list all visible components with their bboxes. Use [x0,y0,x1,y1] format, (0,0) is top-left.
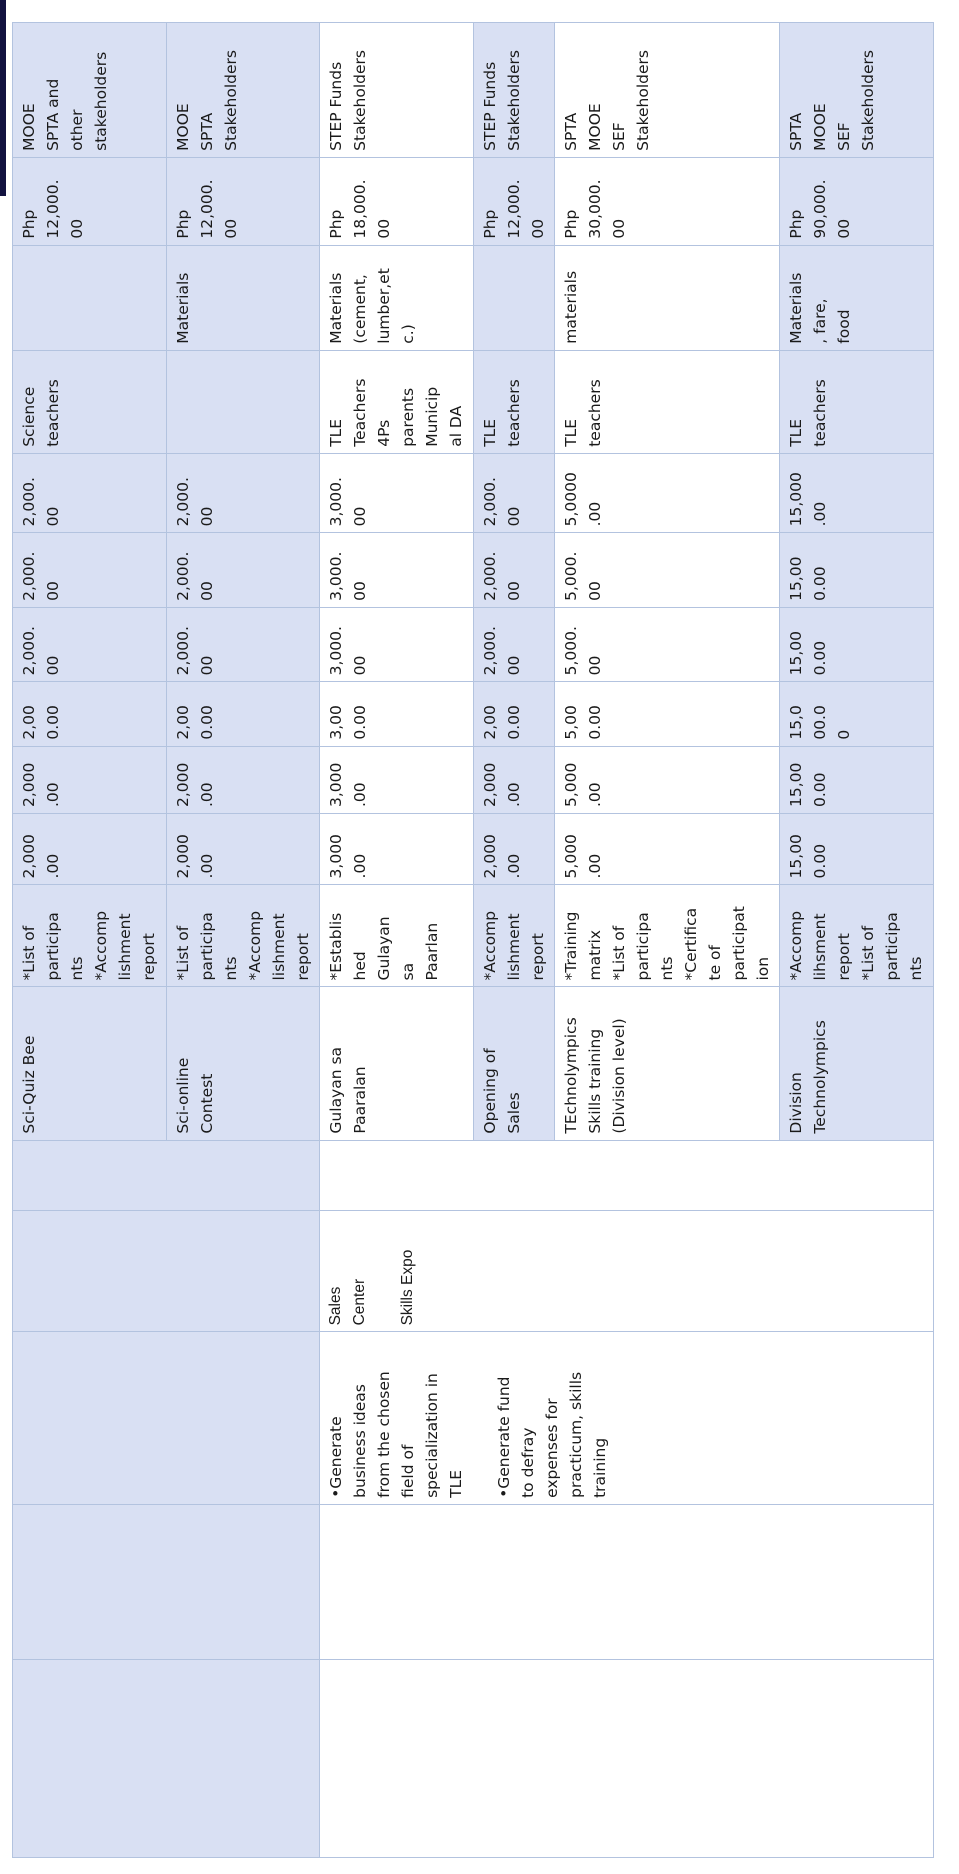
cell-text-line: Sales [504,1092,523,1134]
cell-text-line: teachers [504,379,523,447]
cell-text-line: *Accomp [787,910,806,981]
cell-text-line: .00 [197,782,216,808]
quarter-cell [473,814,554,885]
cell-text-line: lishment [504,913,523,981]
cell-text-line: 00 [44,655,62,676]
cell-text-line: 2,000 [480,834,499,879]
cell-text-line: 2,000. [20,477,38,527]
cell-text-line: 3,000. [327,477,345,527]
cell-text-line: SEF [835,122,854,151]
cell-text-line: 2,000 [20,762,38,808]
table-cell [13,1660,320,1858]
cell-text-line: 15,00 [787,631,806,676]
quarter-cell [166,814,320,885]
cell-text-line: participa [883,912,902,981]
cell-text-line: stakeholders [92,51,110,151]
quarter-cell [320,746,474,813]
cell-text-line: field of [399,1444,417,1498]
quarter-cell [320,814,474,885]
cell-text-line: .00 [585,782,604,808]
cell-text-line: Paaralan [351,1066,369,1134]
cell-text-line: *Accomp [245,910,264,981]
mov-cell [320,885,474,987]
quarter-cell [166,746,320,813]
cell-text-line: Stakeholders [504,50,523,151]
persons-involved-cell [554,350,780,453]
cell-text-line: Gulayan sa [327,1046,345,1134]
cell-text-line: to defray [519,1427,537,1498]
cell-text-line: 0.00 [811,772,830,808]
fund-source-cell [13,23,167,158]
cell-text-line: *List of [173,925,192,981]
cell-text-line: 2,000. [173,626,192,676]
cell-text-line: Stakeholders [351,50,369,151]
cell-text-line: 12,000. [504,179,523,239]
quarter-cell [554,453,780,533]
resources-cell [320,245,474,350]
cell-text-line: 2,000 [173,834,192,879]
cell-text-line: specialization in [423,1373,441,1498]
quarter-cell [13,814,167,885]
quarter-cell [473,746,554,813]
cell-text-line: materials [561,270,580,344]
cell-text-line: .00 [44,782,62,808]
cell-text-line: ion [753,956,772,981]
cell-text-line: STEP Funds [480,61,499,151]
cell-text-line: 15,0 [787,705,806,740]
cell-text-line: 5,000 [561,834,580,879]
resources-cell [166,245,320,350]
cell-text-line: MOOE [811,103,830,151]
persons-involved-cell [780,350,934,453]
quarter-cell [320,453,474,533]
cell-text-line: Center [351,1278,368,1326]
cell-text-line: 00 [609,218,628,239]
quarter-cell [554,814,780,885]
cell-text-line: 00 [44,581,62,601]
cell-text-line [468,1338,492,1497]
cell-text-line: al DA [447,405,465,447]
quarter-cell [320,607,474,682]
cell-text-line: .00 [197,853,216,879]
table-cell [320,1140,934,1210]
cell-text-line: Sci-online [173,1057,192,1134]
quarter-cell [166,453,320,533]
cell-text-line: 00 [351,655,369,676]
cell-text-line [372,1217,396,1325]
cell-text-line: 00 [221,218,240,239]
cell-text-line: .00 [585,501,604,527]
quarter-cell [554,607,780,682]
cell-text-line: 2,00 [173,705,192,740]
cell-text-line: 90,000. [811,179,830,239]
cell-text-line: lihsment [811,913,830,981]
cell-text-line: *List of [609,925,628,981]
rotated-table-container [12,22,934,1858]
cell-text-line: nts [907,956,926,981]
resources-cell [554,245,780,350]
cell-text-line: 2,000 [480,762,499,808]
cell-text-line: 3,000. [327,551,345,601]
cell-text-line: 18,000. [351,179,369,239]
cell-text-line: Technolympics [811,1020,830,1134]
cell-text-line: lishment [116,913,134,981]
cell-text-line: SPTA [561,112,580,151]
cell-text-line: .00 [811,501,830,527]
quarter-cell [780,453,934,533]
cell-text-line: *Accomp [480,910,499,981]
persons-involved-cell [13,350,167,453]
cell-text-line: expenses for [543,1398,561,1498]
table-cell [13,1140,320,1210]
cell-text-line: .00 [351,782,369,808]
cell-text-line: nts [68,956,86,981]
cell-text-line: Skills training [585,1028,604,1134]
cell-text-line: other [68,109,86,151]
cell-text-line: c.) [399,324,417,344]
quarter-cell [780,607,934,682]
quarter-cell [13,453,167,533]
cell-text-line: *Establis [327,912,345,981]
quarter-cell [780,746,934,813]
cell-text-line: 2,000. [173,477,192,527]
cell-text-line: 3,000 [327,834,345,879]
cell-text-line: matrix [585,929,604,981]
cell-text-line: Php [480,209,499,239]
cell-text-line: report [528,933,547,981]
cell-text-line: 0.00 [585,705,604,740]
cell-text-line: Gulayan [375,916,393,981]
quarter-cell [473,682,554,746]
quarter-cell [13,607,167,682]
cell-text-line: STEP Funds [327,61,345,151]
cell-text-line: 0.00 [811,640,830,676]
cell-text-line: 3,00 [327,705,345,740]
cell-text-line: 15,00 [787,834,806,879]
cell-text-line: 0.00 [811,843,830,879]
cell-text-line: practicum, skills [567,1371,585,1498]
cell-text-line: 15,000 [787,472,806,527]
table-cell [320,1504,934,1659]
cell-text-line: parents [399,387,417,447]
cell-text-line: participa [197,912,216,981]
quarter-cell [780,682,934,746]
cell-text-line: 00 [835,218,854,239]
cell-text-line: SPTA and [44,78,62,151]
mov-cell [473,885,554,987]
cell-text-line: Contest [197,1073,216,1134]
cell-text-line: MOOE [585,103,604,151]
persons-involved-cell [320,350,474,453]
cell-text-line: 5,0000 [561,472,580,527]
quarter-cell [166,682,320,746]
persons-involved-cell [473,350,554,453]
cell-text-line: 00.0 [811,705,830,740]
cell-text-line: lishment [269,913,288,981]
cell-text-line: Paarlan [423,922,441,981]
amount-cell [166,157,320,245]
cell-text-line: Stakeholders [859,50,878,151]
fund-source-cell [320,23,474,158]
cell-text-line: 00 [351,506,369,527]
cell-text-line: (Division level) [609,1018,628,1134]
cell-text-line: teachers [811,379,830,447]
cell-text-line: •Generate fund [495,1376,513,1498]
cell-text-line: *Training [561,911,580,981]
cell-text-line: 2,000. [480,551,499,601]
cell-text-line: 30,000. [585,179,604,239]
cell-text-line: MOOE [173,103,192,151]
cell-text-line: Php [327,209,345,239]
cell-text-line: 0 [835,729,854,740]
cell-text-line: 00 [68,218,86,239]
cell-text-line: participat [729,906,748,981]
activity-cell [13,987,167,1140]
cell-text-line: Teachers [351,378,369,447]
quarter-cell [13,746,167,813]
cell-text-line: 0.00 [44,705,62,740]
mov-cell [166,885,320,987]
cell-text-line: Php [173,209,192,239]
fund-source-cell [473,23,554,158]
cell-text-line: *Accomp [92,910,110,981]
quarter-cell [780,533,934,608]
cell-text-line: 0.00 [351,705,369,740]
amount-cell [780,157,934,245]
cell-text-line: 00 [197,506,216,527]
table-cell [13,1332,320,1504]
cell-text-line: .00 [44,853,62,879]
cell-text-line: 0.00 [504,705,523,740]
table-row [13,23,167,1858]
activity-cell [166,987,320,1140]
cell-text-line: from the chosen [375,1371,393,1498]
cell-text-line: 3,000. [327,626,345,676]
cell-text-line: SPTA [197,112,216,151]
table-cell [13,1210,320,1331]
cell-text-line: business ideas [351,1384,369,1498]
cell-text-line: 5,000. [561,626,580,676]
cell-text-line: report [835,933,854,981]
quarter-cell [554,746,780,813]
cell-text-line: 00 [44,506,62,527]
cell-text-line: 00 [585,655,604,676]
cell-text-line: Municip [423,386,441,447]
quarter-cell [166,533,320,608]
cell-text-line: Division [787,1072,806,1134]
amount-cell [320,157,474,245]
cell-text-line: 3,000 [327,762,345,808]
cell-text-line: .00 [504,853,523,879]
cell-text-line: 2,000 [173,762,192,808]
cell-text-line: 0.00 [811,566,830,601]
quarter-cell [13,533,167,608]
persons-involved-cell [166,350,320,453]
quarter-cell [320,682,474,746]
cell-text-line: 2,00 [20,705,38,740]
quarter-cell [473,453,554,533]
mov-cell [13,885,167,987]
cell-text-line: Materials [787,272,806,344]
cell-text-line: 12,000. [197,179,216,239]
quarter-cell [554,682,780,746]
cell-text-line: MOOE [20,103,38,151]
amount-cell [554,157,780,245]
cell-text-line: •Generate [327,1416,345,1498]
cell-text-line: teachers [44,379,62,447]
cell-text-line: Stakeholders [221,50,240,151]
cell-text-line: 00 [504,581,523,601]
cell-text-line: 00 [504,506,523,527]
cell-text-line: 2,000 [20,834,38,879]
quarter-cell [554,533,780,608]
cell-text-line: 2,000. [480,477,499,527]
cell-text-line: , fare, [811,298,830,344]
cell-text-line: nts [221,956,240,981]
cell-text-line: 15,00 [787,556,806,601]
page-edge-marker [0,0,6,196]
cell-text-line: TLE [561,418,580,447]
quarter-cell [320,533,474,608]
cell-text-line: report [293,933,312,981]
cell-text-line: 00 [528,218,547,239]
fund-source-cell [166,23,320,158]
objectives-cell [320,1332,934,1504]
programs-cell [320,1210,934,1331]
cell-text-line: 00 [197,655,216,676]
cell-text-line: 15,00 [787,762,806,808]
quarter-cell [473,607,554,682]
quarter-cell [473,533,554,608]
cell-text-line: TLE [787,418,806,447]
cell-text-line: Stakeholders [633,50,652,151]
cell-text-line: 0.00 [197,705,216,740]
cell-text-line: TEchnolympics [561,1017,580,1134]
cell-text-line: Php [20,209,38,239]
cell-text-line: *List of [859,925,878,981]
cell-text-line: *Certifica [681,907,700,981]
cell-text-line: participa [44,912,62,981]
cell-text-line: food [835,309,854,344]
cell-text-line: 2,000. [480,626,499,676]
cell-text-line: SEF [609,122,628,151]
activity-cell [473,987,554,1140]
cell-text-line: TLE [447,1469,465,1498]
table-cell [13,1504,320,1659]
cell-text-line: lumber,et [375,268,393,344]
cell-text-line: participa [633,912,652,981]
quarter-cell [13,682,167,746]
cell-text-line: 2,000. [20,626,38,676]
cell-text-line: 00 [197,581,216,601]
table-cell [320,1660,934,1858]
mov-cell [780,885,934,987]
cell-text-line: 00 [351,581,369,601]
cell-text-line: Php [787,209,806,239]
cell-text-line: 12,000. [44,179,62,239]
cell-text-line: 2,000. [20,551,38,601]
resources-cell [780,245,934,350]
cell-text-line: TLE [327,418,345,447]
cell-text-line: 4Ps [375,419,393,447]
resources-cell [473,245,554,350]
resources-cell [13,245,167,350]
cell-text-line: report [140,933,158,981]
cell-text-line: SPTA [787,112,806,151]
cell-text-line: teachers [585,379,604,447]
cell-text-line: 5,00 [561,705,580,740]
cell-text-line: Sales [327,1286,344,1326]
quarter-cell [166,607,320,682]
cell-text-line: .00 [351,853,369,879]
amount-cell [13,157,167,245]
cell-text-line: *List of [20,925,38,981]
activity-cell [780,987,934,1140]
fund-source-cell [554,23,780,158]
cell-text-line: training [591,1437,609,1498]
cell-text-line: Materials [327,272,345,344]
cell-text-line: te of [705,945,724,981]
cell-text-line: 00 [375,218,393,239]
fund-source-cell [780,23,934,158]
activity-cell [320,987,474,1140]
cell-text-line: Science [20,386,38,447]
cell-text-line: Sci-Quiz Bee [20,1035,38,1134]
activity-cell [554,987,780,1140]
cell-text-line: TLE [480,418,499,447]
cell-text-line: Php [561,209,580,239]
cell-text-line: Skills Expo [399,1249,416,1326]
mov-cell [554,885,780,987]
table-row [320,23,474,1858]
action-plan-table [12,22,934,1858]
cell-text-line: .00 [504,782,523,808]
cell-text-line: 00 [504,655,523,676]
cell-text-line: 00 [585,581,604,601]
cell-text-line: Opening of [480,1048,499,1134]
cell-text-line: sa [399,962,417,981]
cell-text-line: Materials [173,272,192,344]
cell-text-line: 2,000. [173,551,192,601]
cell-text-line: .00 [585,853,604,879]
cell-text-line: 2,00 [480,705,499,740]
cell-text-line: (cement, [351,274,369,344]
cell-text-line: hed [351,951,369,981]
quarter-cell [780,814,934,885]
amount-cell [473,157,554,245]
cell-text-line: 5,000 [561,762,580,808]
cell-text-line: nts [657,956,676,981]
cell-text-line: 5,000. [561,551,580,601]
